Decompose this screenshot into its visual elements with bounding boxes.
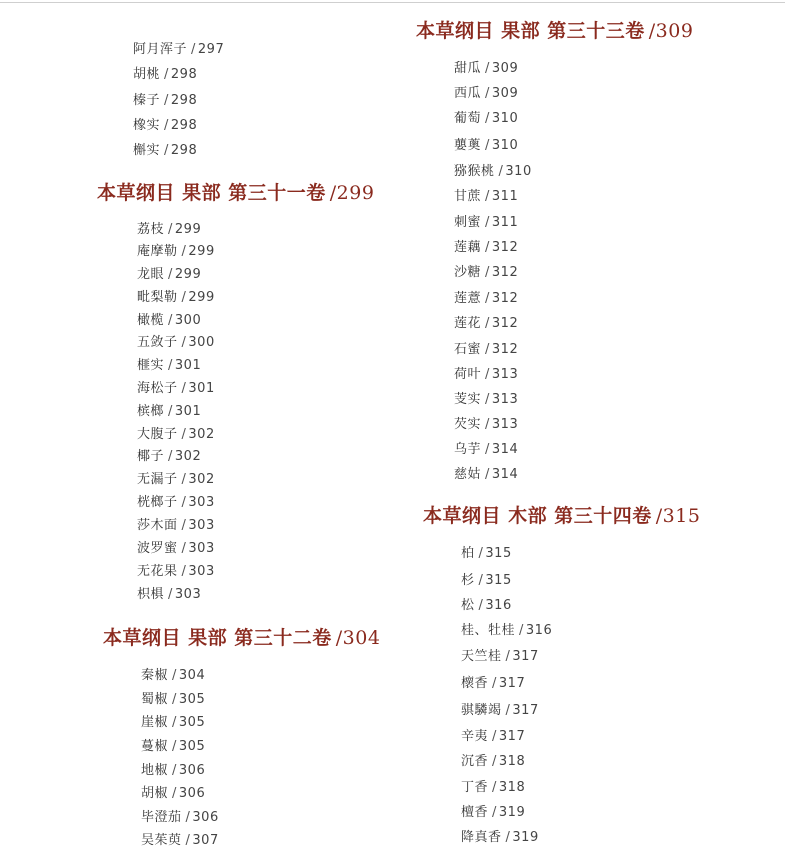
toc-entry-page: 315: [485, 573, 512, 588]
toc-entry: [141, 688, 205, 707]
toc-entry-separator: /: [168, 313, 173, 328]
toc-entry-name: 枳椇: [137, 587, 165, 602]
toc-entry-separator: /: [168, 222, 173, 237]
toc-entry-page: 301: [188, 381, 215, 396]
toc-entry: [454, 261, 518, 280]
toc-entry-name: 毕澄茄: [141, 810, 182, 825]
toc-entry: [137, 423, 215, 442]
toc-entry-separator: /: [485, 86, 490, 101]
toc-entry-name: 五敛子: [137, 335, 178, 350]
section-heading-title: 本草纲目 木部 第三十四卷: [423, 505, 652, 527]
toc-entry-name: 椰子: [137, 449, 165, 464]
toc-entry-page: 300: [174, 313, 202, 328]
toc-entry-separator: /: [185, 833, 191, 848]
toc-entry: [141, 759, 205, 778]
toc-entry-name: 石蜜: [454, 342, 482, 357]
toc-entry: [461, 801, 525, 820]
toc-entry-page: 313: [491, 392, 519, 407]
toc-entry: [454, 438, 518, 457]
section-heading-separator: /: [335, 627, 343, 649]
section-heading-title: 本草纲目 果部 第三十一卷: [97, 182, 326, 204]
toc-entry-separator: /: [478, 598, 484, 613]
toc-entry-page: 312: [491, 316, 519, 331]
toc-entry-name: 降真香: [461, 830, 502, 845]
section-heading: [416, 16, 693, 43]
toc-entry: [454, 463, 518, 482]
toc-entry-page: 305: [178, 692, 206, 707]
toc-entry: [137, 354, 201, 373]
toc-entry-name: 蔓椒: [141, 739, 169, 754]
toc-entry-separator: /: [485, 61, 490, 76]
toc-entry-name: 地椒: [141, 763, 169, 778]
toc-entry-name: 胡椒: [141, 786, 169, 801]
toc-entry-page: 312: [491, 291, 519, 306]
toc-entry-page: 310: [491, 138, 519, 153]
toc-entry: [461, 672, 525, 691]
toc-entry-separator: /: [485, 367, 490, 382]
toc-entry-separator: /: [492, 780, 497, 795]
toc-entry-name: 榧实: [137, 358, 165, 373]
toc-entry-page: 303: [188, 541, 215, 556]
toc-entry: [454, 57, 518, 76]
toc-entry-page: 317: [498, 729, 526, 744]
toc-entry-name: 庵摩勒: [137, 244, 178, 259]
toc-entry-separator: /: [492, 805, 497, 820]
toc-entry-name: 蜀椒: [141, 692, 169, 707]
toc-entry-page: 319: [498, 805, 526, 820]
toc-entry-page: 311: [491, 215, 519, 230]
toc-entry: [454, 388, 518, 407]
toc-entry: [461, 542, 512, 561]
toc-entry: [141, 829, 219, 848]
toc-entry-page: 312: [491, 265, 519, 280]
toc-entry-page: 302: [188, 427, 215, 442]
toc-entry-page: 303: [188, 564, 215, 579]
toc-entry-separator: /: [478, 546, 484, 561]
toc-entry: [141, 711, 205, 730]
toc-entry-separator: /: [485, 442, 490, 457]
toc-entry-page: 303: [188, 495, 215, 510]
toc-entry-name: 崖椒: [141, 715, 169, 730]
toc-entry-page: 299: [174, 222, 202, 237]
toc-entry: [461, 725, 525, 744]
toc-entry-page: 318: [498, 754, 526, 769]
toc-entry: [454, 134, 518, 153]
toc-entry-separator: /: [505, 649, 511, 664]
toc-entry-name: 波罗蜜: [137, 541, 178, 556]
toc-entry-separator: /: [172, 715, 177, 730]
toc-entry: [454, 413, 518, 432]
toc-entry: [454, 185, 518, 204]
toc-entry: [461, 750, 525, 769]
toc-entry-separator: /: [164, 143, 169, 158]
toc-entry-name: 杉: [461, 573, 475, 588]
toc-entry-separator: /: [172, 763, 177, 778]
toc-entry-separator: /: [168, 404, 173, 419]
toc-entry: [137, 560, 215, 579]
toc-entry-name: 龙眼: [137, 267, 165, 282]
toc-entry: [454, 82, 518, 101]
section-heading-page: 299: [336, 182, 375, 204]
toc-entry: [141, 806, 219, 825]
toc-entry-page: 309: [491, 61, 519, 76]
toc-entry-page: 310: [491, 111, 519, 126]
toc-entry-page: 319: [512, 830, 539, 845]
section-heading-page: 315: [662, 505, 701, 527]
toc-entry-separator: /: [172, 739, 177, 754]
toc-entry-separator: /: [181, 290, 187, 305]
toc-entry-separator: /: [181, 335, 187, 350]
toc-entry-separator: /: [485, 240, 490, 255]
toc-entry-page: 302: [174, 449, 202, 464]
section-heading-separator: /: [329, 182, 337, 204]
toc-entry: [141, 735, 205, 754]
toc-entry-name: 榛子: [133, 93, 161, 108]
toc-entry-separator: /: [485, 342, 490, 357]
toc-entry-separator: /: [168, 267, 173, 282]
toc-entry-page: 316: [485, 598, 512, 613]
toc-entry: [461, 569, 512, 588]
toc-entry: [454, 363, 518, 382]
toc-entry-name: 胡桃: [133, 67, 161, 82]
section-heading: [423, 501, 700, 528]
toc-entry-page: 314: [491, 442, 519, 457]
toc-entry-name: 荷叶: [454, 367, 482, 382]
toc-entry-separator: /: [181, 381, 187, 396]
toc-entry-separator: /: [498, 164, 504, 179]
toc-entry-page: 303: [188, 518, 215, 533]
toc-entry-page: 306: [178, 763, 206, 778]
toc-entry-page: 298: [170, 118, 198, 133]
section-heading-separator: /: [655, 505, 663, 527]
toc-entry: [461, 699, 539, 718]
toc-entry: [137, 445, 201, 464]
toc-entry: [454, 211, 518, 230]
toc-entry-separator: /: [191, 42, 196, 57]
toc-entry: [137, 286, 215, 305]
toc-entry: [137, 537, 215, 556]
toc-entry-name: 桄榔子: [137, 495, 178, 510]
toc-entry-separator: /: [172, 692, 177, 707]
toc-entry-separator: /: [168, 358, 173, 373]
toc-entry: [454, 338, 518, 357]
toc-entry-page: 312: [491, 240, 519, 255]
toc-entry-separator: /: [485, 265, 490, 280]
toc-entry: [137, 240, 215, 259]
toc-entry-page: 299: [188, 290, 215, 305]
section-heading: [97, 178, 374, 205]
toc-entry-separator: /: [164, 118, 169, 133]
toc-entry-page: 313: [491, 367, 519, 382]
toc-entry-page: 298: [170, 93, 198, 108]
toc-entry-page: 307: [192, 833, 219, 848]
toc-entry-name: 乌芋: [454, 442, 482, 457]
toc-entry-page: 297: [197, 42, 225, 57]
toc-entry-separator: /: [181, 541, 187, 556]
section-heading-title: 本草纲目 果部 第三十三卷: [416, 20, 645, 42]
toc-entry-page: 299: [174, 267, 202, 282]
toc-entry: [461, 645, 539, 664]
toc-entry-name: 橡实: [133, 118, 161, 133]
toc-entry-name: 无漏子: [137, 472, 178, 487]
toc-entry-page: 304: [178, 668, 206, 683]
toc-entry: [454, 107, 518, 126]
toc-entry-name: 海松子: [137, 381, 178, 396]
toc-entry-page: 305: [178, 739, 206, 754]
toc-entry-page: 302: [188, 472, 215, 487]
toc-entry-name: 甘蔗: [454, 189, 482, 204]
top-border-line: [0, 2, 785, 3]
toc-entry: [137, 263, 201, 282]
toc-entry: [454, 287, 518, 306]
toc-entry: [141, 664, 205, 683]
toc-entry-name: 沉香: [461, 754, 489, 769]
toc-entry-name: 蘡薁: [454, 138, 482, 153]
toc-entry-page: 314: [491, 467, 519, 482]
toc-entry-page: 317: [512, 649, 539, 664]
toc-entry-name: 毗梨勒: [137, 290, 178, 305]
section-heading-title: 本草纲目 果部 第三十二卷: [103, 627, 332, 649]
toc-entry-page: 317: [498, 676, 526, 691]
toc-entry-separator: /: [185, 810, 191, 825]
toc-entry-name: 芡实: [454, 417, 482, 432]
toc-entry-page: 306: [192, 810, 219, 825]
toc-entry-name: 荔枝: [137, 222, 165, 237]
toc-entry-page: 305: [178, 715, 206, 730]
toc-entry-separator: /: [505, 703, 511, 718]
toc-entry-page: 303: [174, 587, 202, 602]
toc-entry-name: 秦椒: [141, 668, 169, 683]
toc-entry-name: 吴茱萸: [141, 833, 182, 848]
toc-entry-page: 310: [505, 164, 532, 179]
toc-entry-separator: /: [485, 138, 490, 153]
toc-entry-name: 猕猴桃: [454, 164, 495, 179]
toc-entry-page: 301: [174, 358, 202, 373]
toc-entry-page: 298: [170, 143, 198, 158]
toc-entry: [133, 114, 197, 133]
toc-entry-name: 丁香: [461, 780, 489, 795]
toc-entry-separator: /: [172, 668, 177, 683]
toc-entry-name: 莲花: [454, 316, 482, 331]
toc-entry: [461, 776, 525, 795]
toc-entry-name: 慈姑: [454, 467, 482, 482]
toc-entry-separator: /: [492, 754, 497, 769]
toc-entry-name: 西瓜: [454, 86, 482, 101]
toc-entry-name: 大腹子: [137, 427, 178, 442]
toc-entry: [133, 139, 197, 158]
toc-entry-name: 芰实: [454, 392, 482, 407]
toc-entry-separator: /: [492, 676, 497, 691]
toc-entry-separator: /: [164, 93, 169, 108]
toc-entry-separator: /: [168, 449, 173, 464]
toc-entry-separator: /: [485, 291, 490, 306]
toc-entry-page: 316: [525, 623, 553, 638]
toc-entry-separator: /: [485, 392, 490, 407]
toc-entry-name: 刺蜜: [454, 215, 482, 230]
toc-entry-name: 阿月浑子: [133, 42, 188, 57]
toc-entry-page: 317: [512, 703, 539, 718]
toc-entry: [137, 491, 215, 510]
toc-entry-name: 松: [461, 598, 475, 613]
toc-entry-page: 315: [485, 546, 512, 561]
toc-entry-page: 299: [188, 244, 215, 259]
toc-entry-name: 无花果: [137, 564, 178, 579]
toc-entry-name: 槲实: [133, 143, 161, 158]
toc-entry: [133, 89, 197, 108]
toc-entry: [141, 782, 205, 801]
toc-entry-separator: /: [485, 316, 490, 331]
toc-entry-separator: /: [181, 564, 187, 579]
toc-entry-separator: /: [181, 244, 187, 259]
toc-entry: [137, 377, 215, 396]
toc-entry-separator: /: [505, 830, 511, 845]
toc-entry-name: 莎木面: [137, 518, 178, 533]
toc-entry: [137, 331, 215, 350]
toc-entry-separator: /: [485, 189, 490, 204]
section-heading-page: 309: [655, 20, 694, 42]
toc-entry: [454, 312, 518, 331]
toc-entry-page: 313: [491, 417, 519, 432]
toc-entry-name: 柏: [461, 546, 475, 561]
toc-entry-separator: /: [519, 623, 524, 638]
toc-entry: [137, 514, 215, 533]
toc-entry-separator: /: [164, 67, 169, 82]
toc-entry-name: 骐驎竭: [461, 703, 502, 718]
toc-entry-name: 辛夷: [461, 729, 489, 744]
toc-entry-separator: /: [181, 518, 187, 533]
toc-entry: [137, 400, 201, 419]
toc-entry-separator: /: [485, 467, 490, 482]
toc-entry: [461, 594, 512, 613]
toc-entry-page: 301: [174, 404, 202, 419]
toc-entry: [461, 826, 539, 845]
toc-entry-name: 莲藕: [454, 240, 482, 255]
toc-entry-name: 天竺桂: [461, 649, 502, 664]
toc-entry-name: 莲薏: [454, 291, 482, 306]
toc-entry-separator: /: [181, 427, 187, 442]
toc-entry-page: 309: [491, 86, 519, 101]
toc-entry-separator: /: [478, 573, 484, 588]
toc-entry: [133, 63, 197, 82]
toc-entry-separator: /: [172, 786, 177, 801]
section-heading-page: 304: [342, 627, 381, 649]
toc-entry-name: 槟榔: [137, 404, 165, 419]
toc-entry-separator: /: [485, 215, 490, 230]
toc-entry-page: 318: [498, 780, 526, 795]
toc-entry-separator: /: [492, 729, 497, 744]
toc-entry-name: 橄榄: [137, 313, 165, 328]
toc-entry-page: 306: [178, 786, 206, 801]
section-heading: [103, 623, 380, 650]
toc-entry-name: 葡萄: [454, 111, 482, 126]
toc-entry-name: 檀香: [461, 805, 489, 820]
toc-entry-name: 桂、牡桂: [461, 623, 516, 638]
toc-entry-name: 櫰香: [461, 676, 489, 691]
toc-entry-separator: /: [181, 472, 187, 487]
toc-entry-page: 298: [170, 67, 198, 82]
toc-entry: [454, 236, 518, 255]
toc-entry-name: 甜瓜: [454, 61, 482, 76]
toc-entry-page: 300: [188, 335, 215, 350]
toc-entry: [137, 583, 201, 602]
toc-entry: [461, 619, 552, 638]
toc-entry-separator: /: [181, 495, 187, 510]
toc-entry: [137, 309, 201, 328]
toc-entry-separator: /: [485, 417, 490, 432]
toc-entry: [137, 468, 215, 487]
toc-entry-separator: /: [168, 587, 173, 602]
toc-entry-name: 沙糖: [454, 265, 482, 280]
toc-entry-separator: /: [485, 111, 490, 126]
toc-entry: [137, 218, 201, 237]
section-heading-separator: /: [648, 20, 656, 42]
toc-entry-page: 312: [491, 342, 519, 357]
toc-entry: [454, 160, 532, 179]
toc-entry: [133, 38, 224, 57]
toc-entry-page: 311: [491, 189, 519, 204]
